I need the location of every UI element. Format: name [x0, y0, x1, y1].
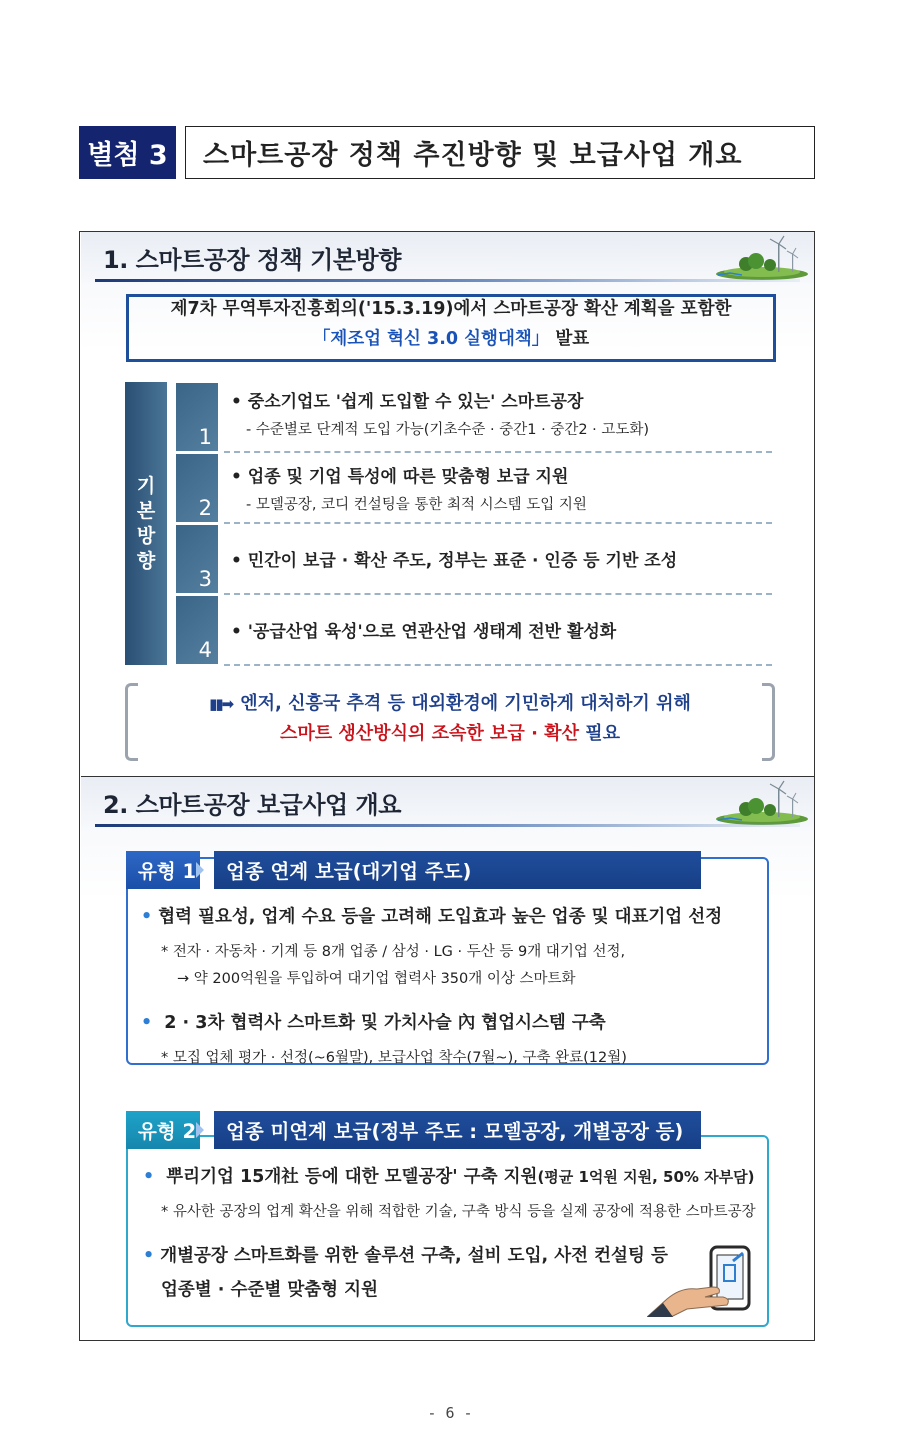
- type-1-bullet-1: • 협력 필요성, 업계 수요 등을 고려해 도입효과 높은 업종 및 대표기업 선정: [141, 907, 723, 927]
- appendix-badge: 별첨 3: [79, 126, 176, 179]
- type-2-bullet-1: • 뿌리기업 15개社 등에 대한 모델공장' 구축 지원(평균 1억원 지원, 50% 자부담): [143, 1167, 755, 1187]
- page-number: - 6 -: [427, 1404, 473, 1422]
- side-char: 본: [136, 499, 156, 522]
- type-1-tag: 유형 1: [126, 851, 200, 889]
- section-header: [81, 777, 814, 827]
- direction-item: [176, 453, 772, 524]
- direction-main: • 중소기업도 '쉽게 도입할 수 있는' 스마트공장: [231, 392, 584, 412]
- section-title: 2. 스마트공장 보급사업 개요: [103, 791, 401, 819]
- tab-triangle-icon: [196, 1122, 204, 1138]
- section-supply-program: [81, 776, 814, 1340]
- direction-sub: - 모델공장, 코디 컨설팅을 통한 최적 시스템 도입 지원: [246, 497, 587, 513]
- type-1-bullet-2: • 2 · 3차 협력사 스마트화 및 가치사슬 內 협업시스템 구축: [141, 1013, 606, 1033]
- direction-item: [176, 595, 772, 666]
- type-2-tag: 유형 2: [126, 1111, 200, 1149]
- landscape-wind-turbine-icon: [712, 234, 808, 280]
- conclusion-emphasis: 스마트 생산방식의 조속한 보급 · 확산: [279, 723, 579, 744]
- direction-sub: - 수준별로 단계적 도입 가능(기초수준 · 중간1 · 중간2 · 고도화): [246, 422, 650, 438]
- summary-line-1: 제7차 무역투자진흥회의('15.3.19)에서 스마트공장 확산 계획을 포함한: [170, 299, 732, 319]
- conclusion-line-1: ▮▮➡ 엔저, 신흥국 추격 등 대외환경에 기민하게 대처하기 위해: [125, 689, 775, 719]
- side-char: 방: [136, 524, 156, 547]
- tab-triangle-icon: [196, 862, 204, 878]
- appendix-title: [185, 126, 815, 179]
- summary-line-2-rest: 발표: [549, 329, 590, 349]
- content-frame: [79, 231, 815, 1341]
- type-2-bullet-2a: • 개별공장 스마트화를 위한 솔루션 구축, 설비 도입, 사전 컨설팅 등: [143, 1246, 668, 1266]
- type-1-label: 업종 연계 보급(대기업 주도): [214, 851, 701, 889]
- direction-item: [176, 524, 772, 595]
- direction-number: 1: [176, 383, 218, 451]
- dashed-divider: [224, 664, 772, 666]
- type-1-note-1b: → 약 200억원을 투입하여 대기업 협력사 350개 이상 스마트화: [177, 971, 576, 987]
- direction-main: • 민간이 보급 · 확산 주도, 정부는 표준 · 인증 등 기반 조성: [231, 551, 678, 571]
- section-policy-direction: [81, 232, 814, 774]
- direction-side-label: [125, 382, 167, 665]
- type-2-tab: [126, 1111, 701, 1149]
- conclusion-box: [125, 683, 775, 757]
- side-char: 향: [136, 549, 156, 572]
- type-2-bullet-2b: 업종별 · 수준별 맞춤형 지원: [161, 1280, 378, 1300]
- direction-main: • '공급산업 육성'으로 연관산업 생태계 전반 활성화: [231, 622, 617, 642]
- summary-box: [126, 294, 776, 362]
- section-title: 1. 스마트공장 정책 기본방향: [103, 246, 401, 274]
- direction-number: 2: [176, 454, 218, 522]
- summary-line-2: [129, 324, 773, 354]
- type-1-tab: [126, 851, 701, 889]
- type-2-bullet-1-detail: (평균 1억원 지원, 50% 자부담): [537, 1168, 755, 1186]
- type-1-note-1a: * 전자 · 자동차 · 기계 등 8개 업종 / 삼성 · LG · 두산 등 9개 대기업 선정,: [161, 944, 626, 960]
- direction-item: [176, 382, 772, 453]
- conclusion-line-2: [125, 719, 775, 749]
- type-2-note-1: * 유사한 공장의 업계 확산을 위해 적합한 기술, 구축 방식 등을 실제 공장에 적용한 스마트공장: [161, 1204, 756, 1220]
- landscape-wind-turbine-icon: [712, 779, 808, 825]
- direction-main: • 업종 및 기업 특성에 따른 맞춤형 보급 지원: [231, 467, 569, 487]
- double-arrow-icon: ▮▮➡: [209, 695, 233, 713]
- hand-touch-phone-icon: [647, 1243, 765, 1317]
- conclusion-line-2-rest: 필요: [578, 723, 621, 744]
- side-char: 기: [136, 474, 156, 497]
- direction-number: 4: [176, 596, 218, 664]
- type-2-label: 업종 미연계 보급(정부 주도 : 모델공장, 개별공장 등): [214, 1111, 701, 1149]
- section-header: [81, 232, 814, 282]
- type-1-note-2: * 모집 업체 평가 · 선정(~6월말), 보급사업 착수(7월~), 구축 완료(12월): [161, 1050, 627, 1066]
- appendix-title-text: 스마트공장 정책 추진방향 및 보급사업 개요: [203, 140, 743, 171]
- direction-number: 3: [176, 525, 218, 593]
- summary-highlight: 「제조업 혁신 3.0 실행대책」: [312, 329, 550, 349]
